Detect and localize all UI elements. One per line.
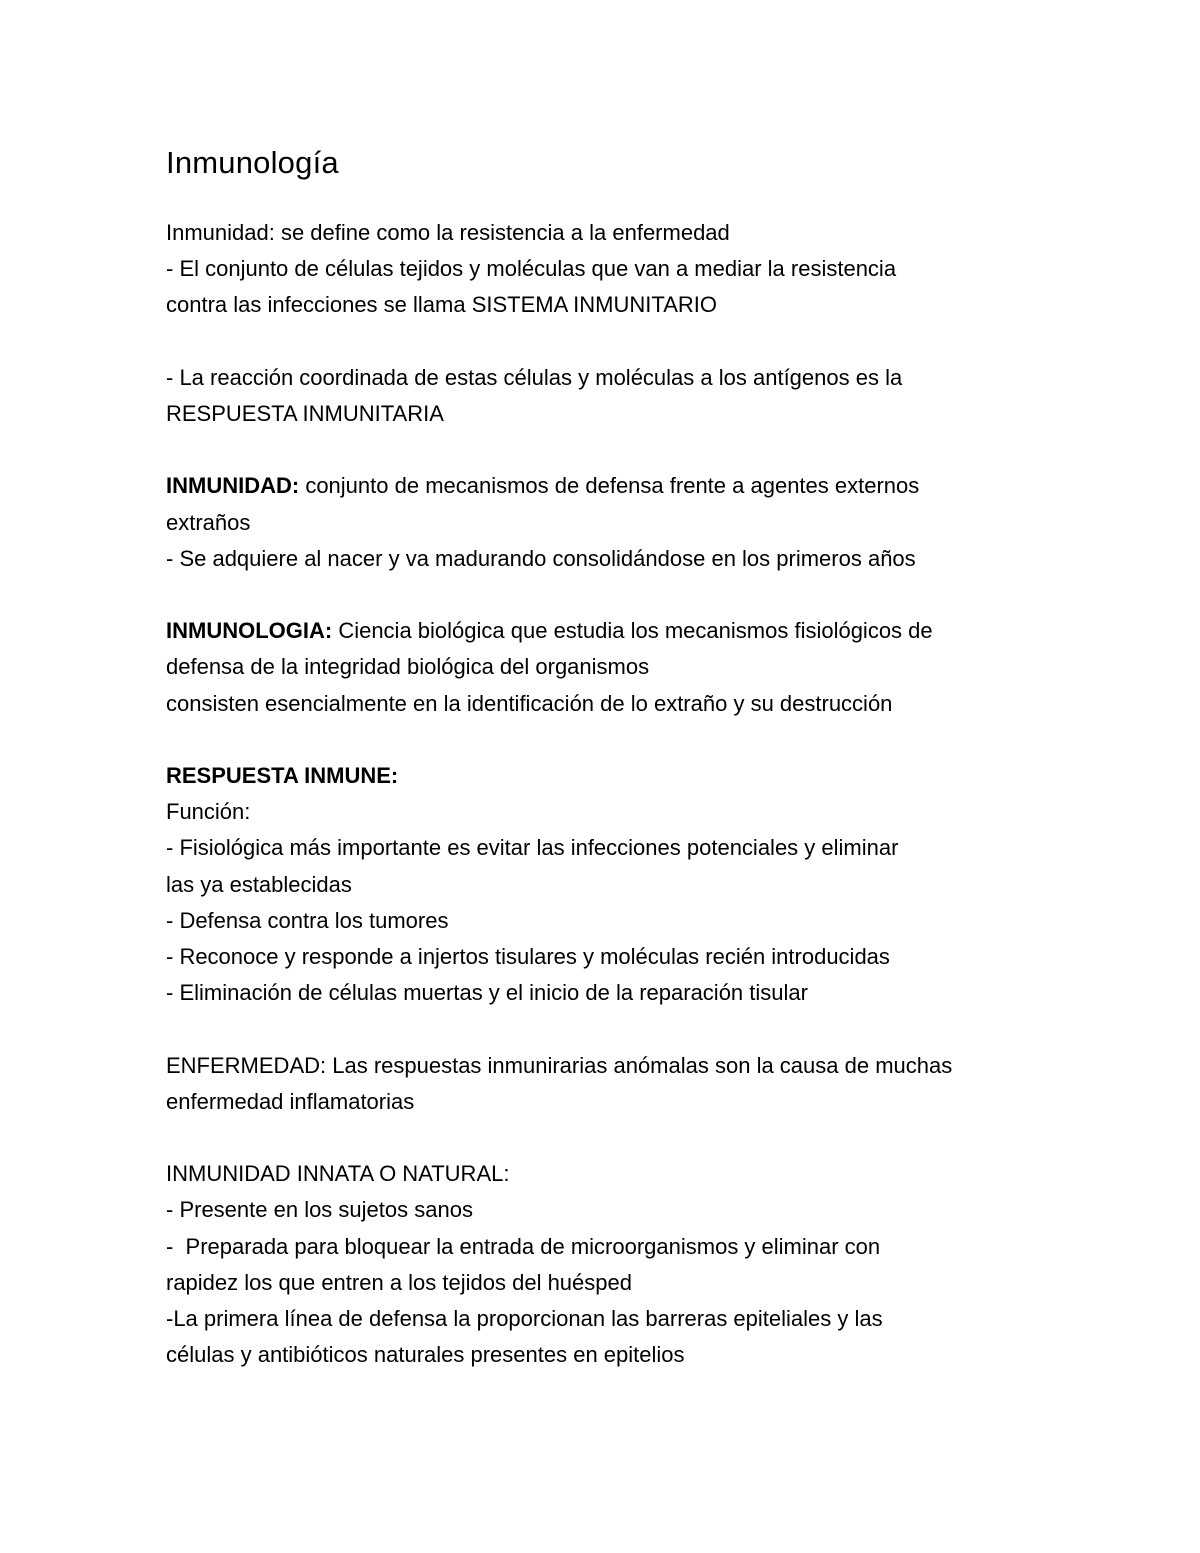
paragraph-spacer	[166, 324, 1066, 360]
text-line	[166, 251, 1066, 287]
text-line	[166, 287, 1066, 323]
text-line	[166, 1156, 1066, 1192]
text-line	[166, 939, 1066, 975]
document-title: Inmunología	[166, 145, 339, 180]
text-line	[166, 360, 1066, 396]
line-text: Ciencia biológica que estudia los mecanismos fisiológicos de	[332, 618, 933, 644]
text-line	[166, 1048, 1066, 1084]
line-text: rapidez los que entren a los tejidos del huésped	[166, 1269, 632, 1295]
line-text: Inmunidad: se define como la resistencia a la enfermedad	[166, 220, 730, 245]
paragraph	[166, 758, 1066, 1011]
line-text: las ya establecidas	[166, 871, 352, 897]
line-text: - Preparada para bloquear la entrada de microorganismos y eliminar con	[166, 1233, 881, 1259]
line-text: - Defensa contra los tumores	[166, 907, 449, 933]
paragraph-spacer	[166, 432, 1066, 468]
text-line	[166, 1084, 1066, 1120]
line-text: INMUNIDAD INNATA O NATURAL:	[166, 1161, 510, 1187]
text-line	[166, 975, 1066, 1011]
line-text: - Eliminación de células muertas y el inicio de la reparación tisular	[166, 980, 808, 1006]
line-text: -La primera línea de defensa la proporcionan las barreras epiteliales y las	[166, 1306, 883, 1331]
bold-term: RESPUESTA INMUNE:	[166, 762, 399, 788]
paragraph	[166, 468, 1066, 577]
paragraph	[166, 360, 1066, 432]
line-text: células y antibióticos naturales presentes en epitelios	[166, 1342, 685, 1368]
text-line	[166, 649, 1066, 685]
text-line	[166, 686, 1066, 722]
paragraph-spacer	[166, 1120, 1066, 1156]
paragraph	[166, 215, 1066, 324]
text-line	[166, 830, 1066, 866]
text-line	[166, 1265, 1066, 1301]
text-line	[166, 903, 1066, 939]
paragraph	[166, 613, 1066, 722]
text-line	[166, 794, 1066, 830]
line-text: - Presente en los sujetos sanos	[166, 1197, 473, 1223]
text-line	[166, 1301, 1066, 1337]
bold-term: INMUNOLOGIA:	[166, 618, 333, 644]
text-line	[166, 541, 1066, 577]
text-line	[166, 468, 1066, 504]
text-line	[166, 215, 1066, 251]
text-line	[166, 505, 1066, 541]
text-line	[166, 1337, 1066, 1373]
document-body	[166, 215, 1066, 1373]
line-text: consisten esencialmente en la identificación de lo extraño y su destrucción	[166, 690, 893, 716]
line-text: - Reconoce y responde a injertos tisulares y moléculas recién introducidas	[166, 944, 890, 969]
paragraph-spacer	[166, 722, 1066, 758]
paragraph	[166, 1048, 1066, 1120]
text-line	[166, 613, 1066, 649]
paragraph	[166, 1156, 1066, 1373]
line-text: - La reacción coordinada de estas células y moléculas a los antígenos es la	[166, 364, 903, 390]
line-text: - El conjunto de células tejidos y moléculas que van a mediar la resistencia	[166, 256, 897, 282]
line-text: enfermedad inflamatorias	[166, 1088, 415, 1114]
paragraph-spacer	[166, 577, 1066, 613]
document-content	[166, 143, 1066, 1373]
text-line	[166, 396, 1066, 432]
text-line	[166, 758, 1066, 794]
line-text: Función:	[166, 799, 251, 825]
bold-term: INMUNIDAD:	[166, 473, 300, 499]
line-text: extraños	[166, 509, 251, 535]
line-text: contra las infecciones se llama SISTEMA INMUNITARIO	[166, 292, 717, 318]
text-line	[166, 1229, 1066, 1265]
paragraph-spacer	[166, 1011, 1066, 1047]
text-line	[166, 867, 1066, 903]
line-text: conjunto de mecanismos de defensa frente a agentes externos	[299, 473, 920, 499]
line-text: ENFERMEDAD: Las respuestas inmunirarias anómalas son la causa de muchas	[166, 1052, 953, 1078]
line-text: - Se adquiere al nacer y va madurando consolidándose en los primeros años	[166, 545, 916, 571]
line-text: RESPUESTA INMUNITARIA	[166, 401, 444, 426]
line-text: - Fisiológica más importante es evitar las infecciones potenciales y eliminar	[166, 835, 899, 861]
line-text: defensa de la integridad biológica del organismos	[166, 654, 650, 680]
text-line	[166, 1192, 1066, 1228]
